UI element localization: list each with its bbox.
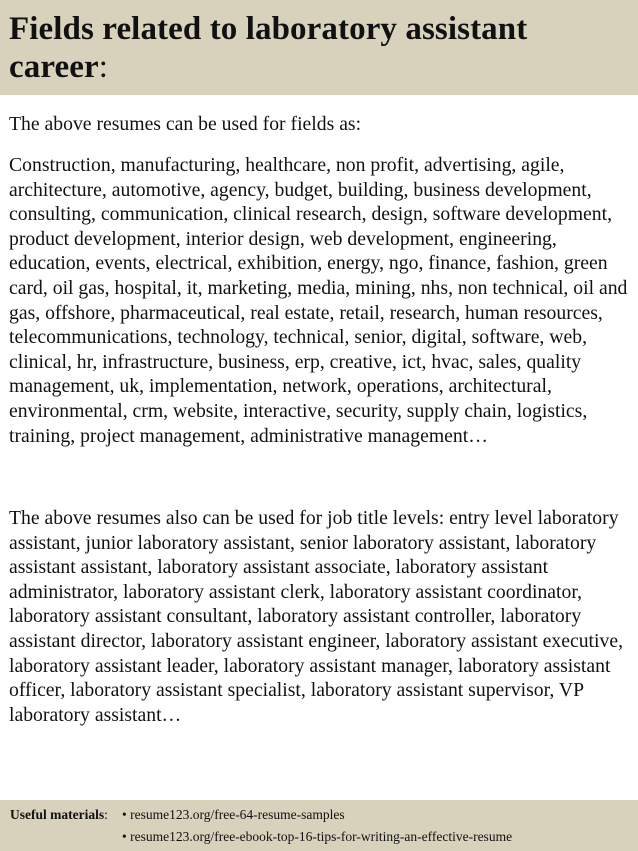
page-title-main: Fields related to laboratory assistant career	[9, 11, 528, 85]
resource-link-ebook-tips[interactable]: • resume123.org/free-ebook-top-16-tips-for-writing-an-effective-resume	[122, 829, 513, 844]
page-title-colon: :	[98, 49, 109, 85]
job-levels-list: The above resumes also can be used for job title levels: entry level laboratory assistant, junior laboratory assistant, senior laboratory assistant, laboratory assistant assistant, laboratory assistant associate, laboratory assistant administrator, laboratory assistant clerk, laboratory assistant coordinator, laboratory assistant consultant, laboratory assistant controller, laboratory assistant director, laboratory assistant engineer, laboratory assistant executive, laboratory assistant leader, laboratory assistant manager, laboratory assistant officer, laboratory assistant specialist, laboratory assistant supervisor, VP laboratory assistant…	[9, 507, 624, 726]
fields-list: Construction, manufacturing, healthcare, non profit, advertising, agile, architecture, automotive, agency, budget, building, business development, consulting, communication, clinical research, design, software development, product development, interior design, web development, engineering, education, events, electrical, exhibition, energy, ngo, finance, fashion, green card, oil gas, hospital, it, marketing, media, mining, nhs, non technical, oil and gas, offshore, pharmaceutical, real estate, retail, research, human resources, telecommunications, technology, technical, senior, digital, software, web, clinical, hr, infrastructure, business, erp, creative, ict, hvac, sales, quality management, uk, implementation, network, operations, architectural, environmental, crm, website, interactive, security, supply chain, logistics, training, project management, administrative management…	[9, 154, 628, 447]
header-bar	[0, 0, 638, 95]
footer-bar	[0, 800, 638, 851]
resource-link-resume-samples[interactable]: • resume123.org/free-64-resume-samples	[122, 807, 345, 822]
useful-materials-label	[10, 805, 108, 824]
useful-materials-label-text: Useful materials	[10, 807, 105, 822]
intro-text: The above resumes can be used for fields as:	[9, 113, 362, 135]
useful-materials-colon: :	[104, 807, 108, 822]
page-title	[9, 10, 629, 86]
